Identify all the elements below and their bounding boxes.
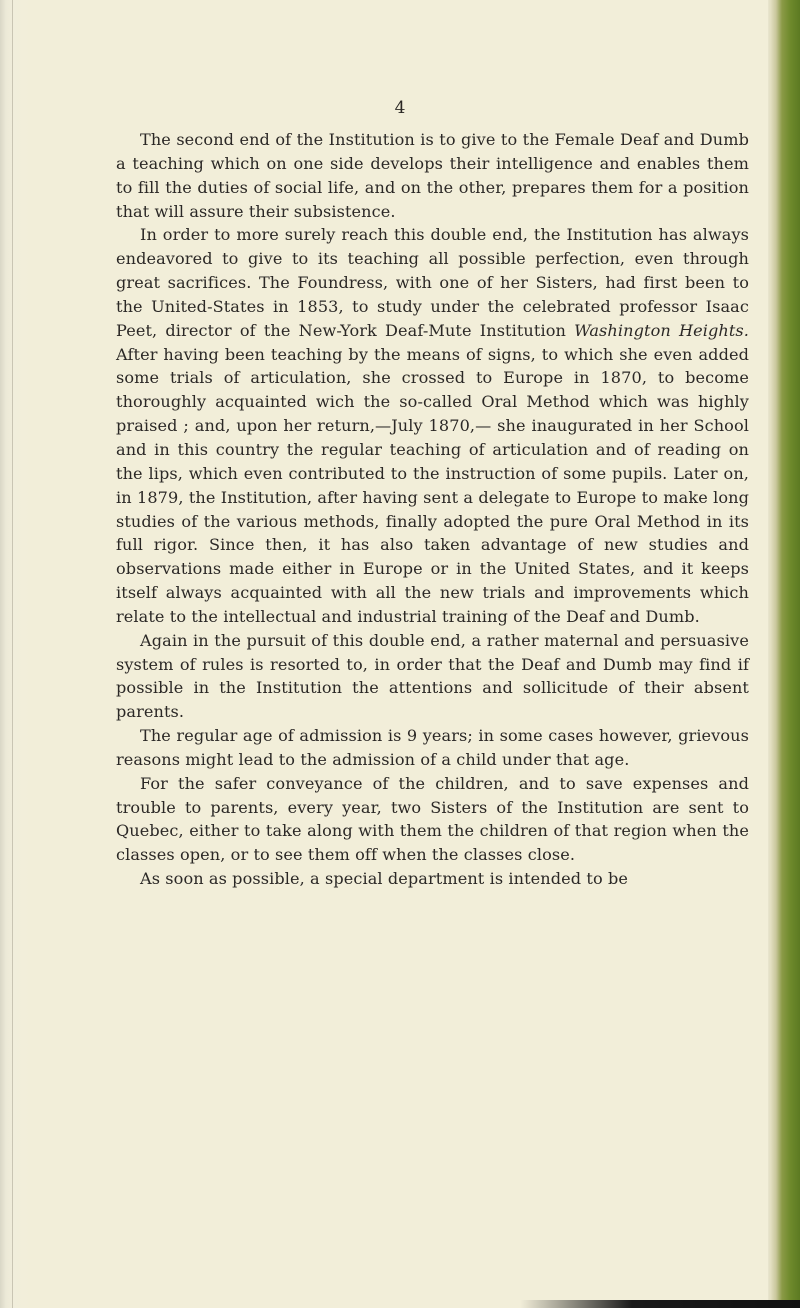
page-number: 4 — [394, 98, 406, 118]
paragraph: The regular age of admission is 9 years; in some cases however, grievous reasons might lead to the admission of a child under that age. — [116, 726, 749, 769]
body-text — [116, 128, 749, 891]
paragraph: For the safer conveyance of the children, and to save expenses and trouble to parents, every year, two Sisters of the Institution are sent to Quebec, either to take along with them the children of that region when the classes open, or to see them off when the classes close. — [116, 773, 749, 865]
paragraph-text: After having been teaching by the means of signs, to which she even added some trials of articulation, she crossed to Europe in 1870, to become thoroughly acquainted wich the so-called Oral Method which was highly praised ; and, upon her return,—July 1870,— she inaugurated in her School and in this country the regular teaching of articulation and of reading on the lips, which even contributed to the instruction of some pupils. Later on, in 1879, the Institution, after having sent a delegate to Europe to make long studies of the various methods, finally adopted the pure Oral Method in its full rigor. Since then, it has also taken advantage of new studies and observations made either in Europe or in the United States, and it keeps itself always acquainted with all the new trials and improvements which relate to the intellectual and industrial training of the Deaf and Dumb. — [116, 344, 749, 626]
paragraph: As soon as possible, a special department is intended to be — [140, 869, 629, 889]
paragraph-text: In order to more surely reach this double end, the Institution has always endeavored to give to its teaching all possible perfection, even through great sacrifices. The Foundress, with one of her Sisters, had first been to the United-States in 1853, to study under the celebrated professor Isaac Peet, director of the New-York Deaf-Mute Institution — [116, 225, 749, 340]
binding-line — [12, 0, 13, 1308]
italic-place-name: Washington Heights. — [574, 320, 749, 340]
paragraph: Again in the pursuit of this double end, a rather maternal and persuasive system of rules is resorted to, in order that the Deaf and Dumb may find if possible in the Institution the attentions and sollicitude of their absent parents. — [116, 630, 749, 722]
bottom-shadow — [520, 1300, 800, 1308]
page-left-margin-shadow — [0, 0, 30, 1308]
paragraph: The second end of the Institution is to give to the Female Deaf and Dumb a teaching which on one side develops their intelligence and enables them to fill the duties of social life, and on the other, prepares them for a position that will assure their subsistence. — [116, 130, 749, 221]
paragraph — [116, 223, 749, 628]
book-cover-edge — [770, 0, 800, 1308]
